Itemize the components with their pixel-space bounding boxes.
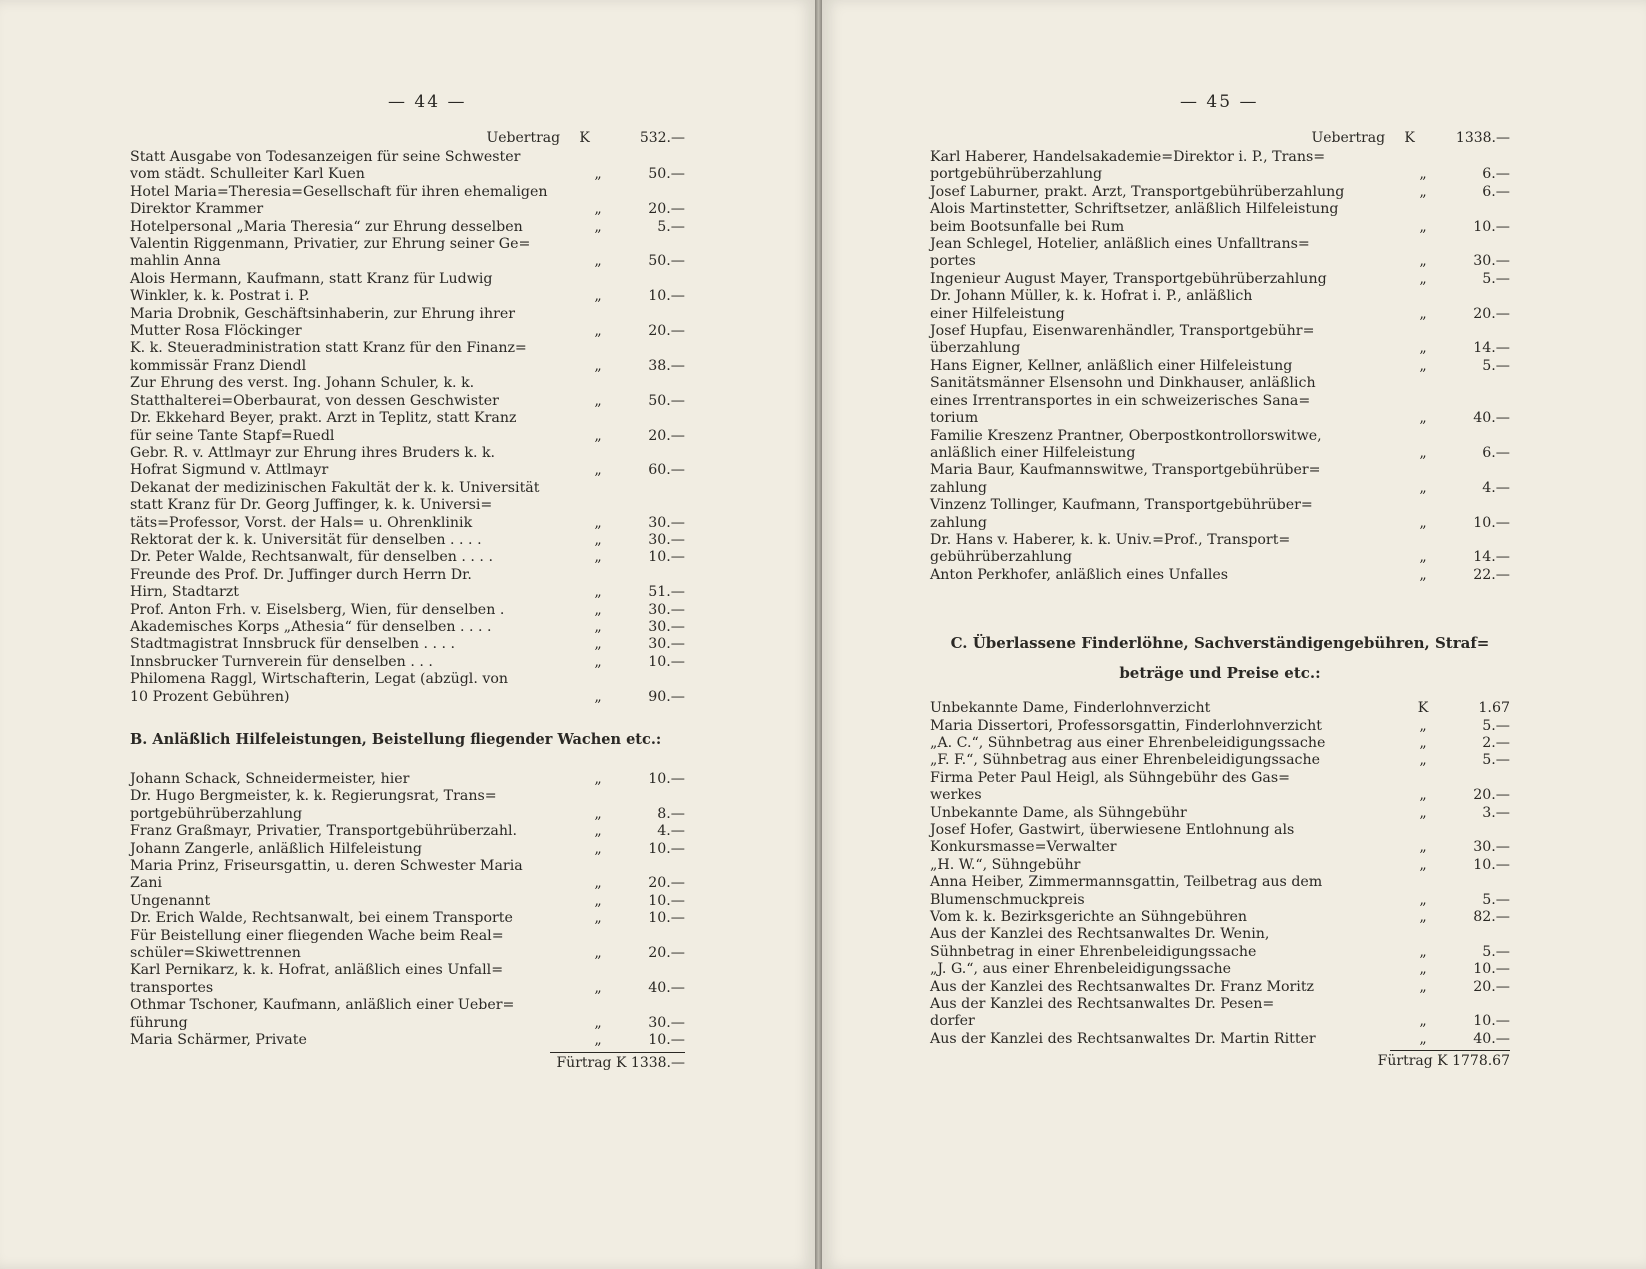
entry-list-b-continued: [930, 149, 1510, 584]
entry-amount: 10.—: [1473, 1013, 1510, 1030]
ledger-entry: [930, 874, 1510, 909]
entry-description: Johann Zangerle, anläßlich Hilfeleistung: [130, 840, 422, 857]
ledger-entry: [930, 770, 1510, 805]
ledger-entry: [930, 358, 1510, 375]
left-page: [0, 0, 815, 1269]
entry-description: Alois Hermann, Kaufmann, statt Kranz für Ludwig Winkler, k. k. Postrat i. P.: [130, 270, 493, 305]
entry-amount: 20.—: [648, 201, 685, 218]
ledger-entry: [930, 567, 1510, 584]
entry-amount: 38.—: [648, 357, 685, 374]
ledger-entry: [130, 788, 685, 823]
entry-ditto-mark: „: [594, 618, 602, 635]
entry-description: Unbekannte Dame, Finderlohnverzicht: [930, 700, 1211, 717]
entry-ditto-mark: „: [594, 823, 602, 840]
entry-amount: 5.—: [657, 218, 685, 235]
entry-amount: 20.—: [1473, 978, 1510, 995]
ledger-entry: [130, 997, 685, 1032]
entry-description: „J. G.“, aus einer Ehrenbeleidigungssache: [930, 961, 1232, 978]
entry-amount: 14.—: [1473, 549, 1510, 566]
ledger-entry: [930, 857, 1510, 874]
entry-description: Valentin Riggenmann, Privatier, zur Ehrung seiner Ge= mahlin Anna: [130, 236, 531, 270]
entry-ditto-mark: „: [1419, 479, 1427, 496]
ledger-entry: [130, 480, 685, 532]
carry-out-right: [930, 1053, 1510, 1070]
ledger-entry: [130, 893, 685, 910]
entry-description: Karl Pernikarz, k. k. Hofrat, anläßlich eines Unfall= transportes: [130, 962, 504, 996]
ledger-entry: [130, 654, 685, 671]
entry-description: Freunde des Prof. Dr. Juffinger durch Herrn Dr. Hirn, Stadtarzt: [130, 566, 472, 601]
ledger-entry: [130, 306, 685, 341]
entry-amount: 20.—: [1473, 787, 1510, 804]
entry-ditto-mark: „: [594, 584, 602, 601]
entry-ditto-mark: „: [1419, 253, 1427, 270]
carry-in-amount: 532.—: [639, 130, 685, 146]
entry-amount: 30.—: [1473, 839, 1510, 856]
entry-list-a: [130, 149, 685, 706]
ledger-entry: [930, 271, 1510, 288]
carry-in-unit: K: [579, 130, 590, 146]
entry-amount: 4.—: [1482, 479, 1510, 496]
entry-description: Aus der Kanzlei des Rechtsanwaltes Dr. Franz Moritz: [930, 978, 1315, 995]
entry-ditto-mark: „: [594, 288, 602, 305]
entry-ditto-mark: „: [1419, 943, 1427, 960]
entry-description: Ingenieur August Mayer, Transportgebührüberzahlung: [930, 270, 1327, 287]
entry-description: Für Beistellung einer fliegenden Wache beim Real= schüler=Skiwettrennen: [130, 927, 504, 962]
ledger-entry: [130, 1032, 685, 1049]
entry-ditto-mark: „: [594, 1014, 602, 1031]
entry-amount: 10.—: [1473, 514, 1510, 531]
ledger-entry: [130, 410, 685, 445]
ledger-entry: [130, 375, 685, 410]
entry-ditto-mark: „: [594, 201, 602, 218]
entry-ditto-mark: „: [1419, 305, 1427, 322]
ledger-entry: [130, 236, 685, 271]
entry-description: Maria Schärmer, Private: [130, 1032, 307, 1049]
total-rule: [550, 1052, 685, 1053]
entry-amount: 4.—: [657, 823, 685, 840]
entry-description: Prof. Anton Frh. v. Eiselsberg, Wien, für denselben .: [130, 601, 505, 618]
entry-description: Dr. Peter Walde, Rechtsanwalt, für denselben . . . .: [130, 549, 493, 566]
entry-ditto-mark: „: [1419, 978, 1427, 995]
right-column: [930, 130, 1510, 1070]
entry-amount: 10.—: [1473, 856, 1510, 873]
carry-in-amount: 1338.—: [1455, 130, 1510, 146]
entry-amount: 50.—: [648, 166, 685, 183]
entry-amount: 20.—: [648, 875, 685, 892]
entry-amount: 20.—: [648, 945, 685, 962]
entry-amount: 30.—: [1473, 253, 1510, 270]
carry-out-label: Fürtrag: [556, 1054, 612, 1071]
entry-description: Hotelpersonal „Maria Theresia“ zur Ehrung desselben: [130, 218, 523, 235]
entry-amount: 10.—: [1473, 218, 1510, 235]
ledger-entry: [130, 771, 685, 788]
ledger-entry: [930, 996, 1510, 1031]
carry-in-label: Uebertrag: [486, 130, 561, 146]
entry-ditto-mark: „: [1419, 891, 1427, 908]
entry-description: Karl Haberer, Handelsakademie=Direktor i. P., Trans= portgebührüberzahlung: [930, 149, 1326, 183]
ledger-entry: [130, 858, 685, 893]
ledger-entry: [930, 497, 1510, 532]
entry-amount: 50.—: [648, 392, 685, 409]
entry-amount: 10.—: [648, 771, 685, 787]
entry-ditto-mark: „: [594, 840, 602, 857]
entry-amount: 51.—: [648, 584, 685, 601]
entry-description: Ungenannt: [130, 892, 211, 909]
carry-out-label: Fürtrag: [1377, 1053, 1433, 1070]
entry-ditto-mark: „: [1419, 1030, 1427, 1047]
entry-ditto-mark: „: [1419, 909, 1427, 926]
entry-ditto-mark: „: [594, 892, 602, 909]
entry-description: „F. F.“, Sühnbetrag aus einer Ehrenbeleidigungssache: [930, 752, 1321, 769]
entry-description: Firma Peter Paul Heigl, als Sühngebühr des Gas= werkes: [930, 769, 1291, 804]
entry-description: Johann Schack, Schneidermeister, hier: [130, 771, 410, 787]
entry-description: Gebr. R. v. Attlmayr zur Ehrung ihres Bruders k. k. Hofrat Sigmund v. Attlmayr: [130, 444, 496, 479]
entry-amount: 20.—: [1473, 305, 1510, 322]
ledger-entry: [130, 532, 685, 549]
entry-ditto-mark: „: [1419, 804, 1427, 821]
entry-description: Stadtmagistrat Innsbruck für denselben . . . .: [130, 636, 456, 653]
entry-description: Anton Perkhofer, anläßlich eines Unfalles: [930, 566, 1229, 583]
carry-out-amount: 1778.67: [1452, 1053, 1510, 1070]
entry-ditto-mark: „: [1419, 410, 1427, 427]
entry-description: Dr. Hugo Bergmeister, k. k. Regierungsrat, Trans= portgebührüberzahlung: [130, 788, 497, 822]
entry-amount: 60.—: [648, 462, 685, 479]
entry-ditto-mark: „: [594, 357, 602, 374]
entry-description: „H. W.“, Sühngebühr: [930, 856, 1081, 873]
entry-description: Unbekannte Dame, als Sühngebühr: [930, 804, 1187, 821]
entry-amount: 10.—: [1473, 961, 1510, 978]
entry-ditto-mark: „: [1419, 549, 1427, 566]
ledger-entry: [130, 841, 685, 858]
entry-amount: 10.—: [648, 653, 685, 670]
page-number-right: — 45 —: [1180, 92, 1259, 112]
entry-amount: 6.—: [1482, 444, 1510, 461]
entry-description: Hans Eigner, Kellner, anläßlich einer Hilfeleistung: [930, 357, 1293, 374]
entry-ditto-mark: „: [1419, 856, 1427, 873]
section-c-heading-line2: beträge und Preise etc.:: [1119, 664, 1321, 683]
entry-amount: 10.—: [648, 1032, 685, 1049]
entry-description: Aus der Kanzlei des Rechtsanwaltes Dr. Martin Ritter: [930, 1030, 1316, 1047]
entry-amount: 5.—: [1482, 891, 1510, 908]
entry-ditto-mark: „: [594, 910, 602, 927]
ledger-entry: [930, 236, 1510, 271]
entry-description: Dr. Erich Walde, Rechtsanwalt, bei einem Transporte: [130, 910, 513, 927]
ledger-entry: [130, 445, 685, 480]
left-column: [130, 130, 685, 1072]
ledger-entry: [930, 735, 1510, 752]
ledger-entry: [930, 428, 1510, 463]
ledger-entry: [930, 752, 1510, 769]
entry-description: Maria Baur, Kaufmannswitwe, Transportgebührüber= zahlung: [930, 462, 1321, 496]
entry-ditto-mark: „: [594, 549, 602, 566]
entry-amount: 90.—: [648, 688, 685, 705]
entry-description: Aus der Kanzlei des Rechtsanwaltes Dr. Pesen= dorfer: [930, 996, 1275, 1030]
ledger-entry: [130, 823, 685, 840]
entry-ditto-mark: „: [594, 323, 602, 340]
entry-description: Hotel Maria=Theresia=Gesellschaft für ihren ehemaligen Direktor Krammer: [130, 183, 548, 218]
ledger-entry: [930, 532, 1510, 567]
entry-amount: 30.—: [648, 1014, 685, 1031]
entry-description: K. k. Steueradministration statt Kranz für den Finanz= kommissär Franz Diendl: [130, 340, 527, 374]
entry-amount: 10.—: [648, 288, 685, 305]
entry-description: Franz Graßmayr, Privatier, Transportgebührüberzahl.: [130, 823, 518, 840]
entry-ditto-mark: „: [1419, 787, 1427, 804]
entry-ditto-mark: „: [594, 1032, 602, 1049]
entry-amount: 8.—: [657, 805, 685, 822]
book-gutter: [815, 0, 822, 1269]
entry-description: Sanitätsmänner Elsensohn und Dinkhauser, anläßlich eines Irrentransportes in ein schweizerisches Sana= torium: [930, 375, 1316, 427]
ledger-entry: [930, 201, 1510, 236]
entry-description: Vinzenz Tollinger, Kaufmann, Transportgebührüber= zahlung: [930, 497, 1313, 531]
entry-ditto-mark: „: [1419, 166, 1427, 183]
entry-ditto-mark: „: [594, 218, 602, 235]
entry-amount: 40.—: [648, 979, 685, 996]
entry-amount: 40.—: [1473, 1030, 1510, 1047]
ledger-entry: [130, 602, 685, 619]
ledger-entry: [130, 671, 685, 706]
ledger-entry: [930, 700, 1510, 717]
entry-amount: 3.—: [1482, 804, 1510, 821]
entry-amount: 10.—: [648, 840, 685, 857]
carry-out-left: [130, 1055, 685, 1072]
entry-ditto-mark: „: [1419, 961, 1427, 978]
entry-ditto-mark: „: [594, 514, 602, 531]
entry-ditto-mark: „: [1419, 734, 1427, 751]
section-c-heading: [930, 628, 1510, 688]
entry-description: Maria Prinz, Friseursgattin, u. deren Schwester Maria Zani: [130, 858, 523, 892]
ledger-entry: [930, 979, 1510, 996]
section-c-heading-line1: C. Überlassene Finderlöhne, Sachverständigengebühren, Straf=: [950, 634, 1490, 653]
entry-list-b: [130, 771, 685, 1050]
entry-description: Dr. Hans v. Haberer, k. k. Univ.=Prof., Transport= gebührüberzahlung: [930, 531, 1291, 566]
entry-amount: 14.—: [1473, 340, 1510, 357]
entry-ditto-mark: „: [594, 427, 602, 444]
ledger-entry: [130, 962, 685, 997]
entry-amount: 6.—: [1482, 166, 1510, 183]
entry-ditto-mark: „: [1419, 566, 1427, 583]
entry-description: Othmar Tschoner, Kaufmann, anläßlich einer Ueber= führung: [130, 997, 515, 1031]
entry-description: Dekanat der medizinischen Fakultät der k. k. Universität statt Kranz für Dr. Georg Juffinger, k. k. Universi= täts=Professor, Vorst. der Hals= u. Ohrenklinik: [130, 479, 540, 531]
entry-description: Josef Laburner, prakt. Arzt, Transportgebührüberzahlung: [930, 183, 1345, 200]
entry-ditto-mark: „: [1419, 270, 1427, 287]
entry-list-c: [930, 700, 1510, 1048]
ledger-entry: [930, 462, 1510, 497]
entry-description: Akademisches Korps „Athesia“ für denselben . . . .: [130, 618, 492, 635]
page-number-left: — 44 —: [388, 92, 467, 112]
entry-description: Philomena Raggl, Wirtschafterin, Legat (abzügl. von 10 Prozent Gebühren): [130, 671, 509, 705]
ledger-entry: [130, 928, 685, 963]
entry-amount: 5.—: [1482, 752, 1510, 769]
entry-description: Anna Heiber, Zimmermannsgattin, Teilbetrag aus dem Blumenschmuckpreis: [930, 874, 1323, 908]
entry-amount: 10.—: [648, 910, 685, 927]
carry-in-unit: K: [1404, 130, 1415, 146]
entry-amount: 5.—: [1482, 270, 1510, 287]
ledger-entry: [930, 805, 1510, 822]
entry-ditto-mark: „: [594, 688, 602, 705]
ledger-entry: [930, 1031, 1510, 1048]
entry-amount: 1.67: [1478, 700, 1510, 717]
entry-ditto-mark: „: [1419, 717, 1427, 734]
entry-amount: 30.—: [648, 618, 685, 635]
ledger-entry: [930, 718, 1510, 735]
entry-ditto-mark: „: [1419, 1013, 1427, 1030]
ledger-entry: [930, 822, 1510, 857]
entry-description: Vom k. k. Bezirksgerichte an Sühngebühren: [930, 909, 1248, 926]
entry-description: Josef Hupfau, Eisenwarenhändler, Transportgebühr= überzahlung: [930, 323, 1315, 357]
entry-ditto-mark: K: [1417, 700, 1429, 717]
entry-amount: 2.—: [1482, 734, 1510, 751]
entry-description: Dr. Ekkehard Beyer, prakt. Arzt in Teplitz, statt Kranz für seine Tante Stapf=Ruedl: [130, 410, 517, 444]
entry-ditto-mark: „: [594, 166, 602, 183]
entry-ditto-mark: „: [594, 945, 602, 962]
entry-ditto-mark: „: [594, 653, 602, 670]
entry-amount: 30.—: [648, 601, 685, 618]
entry-ditto-mark: „: [594, 392, 602, 409]
entry-description: Rektorat der k. k. Universität für denselben . . . .: [130, 531, 482, 548]
entry-description: Zur Ehrung des verst. Ing. Johann Schuler, k. k. Statthalterei=Oberbaurat, von dessen Geschwister: [130, 375, 499, 409]
ledger-entry: [130, 340, 685, 375]
entry-amount: 10.—: [648, 892, 685, 909]
ledger-entry: [930, 184, 1510, 201]
carry-in-left: [130, 130, 685, 147]
entry-amount: 22.—: [1473, 566, 1510, 583]
entry-ditto-mark: „: [594, 253, 602, 270]
total-rule: [1390, 1050, 1510, 1051]
ledger-entry: [930, 149, 1510, 184]
entry-ditto-mark: „: [1419, 839, 1427, 856]
entry-ditto-mark: „: [594, 601, 602, 618]
entry-ditto-mark: „: [594, 462, 602, 479]
entry-description: Innsbrucker Turnverein für denselben . . .: [130, 653, 433, 670]
entry-amount: 10.—: [648, 549, 685, 566]
ledger-entry: [930, 909, 1510, 926]
entry-ditto-mark: „: [594, 875, 602, 892]
entry-description: Familie Kreszenz Prantner, Oberpostkontrollorswitwe, anläßlich einer Hilfeleistung: [930, 427, 1322, 461]
ledger-entry: [130, 636, 685, 653]
ledger-entry: [930, 926, 1510, 961]
entry-description: Aus der Kanzlei des Rechtsanwaltes Dr. Wenin, Sühnbetrag in einer Ehrenbeleidigungssache: [930, 926, 1270, 960]
entry-ditto-mark: „: [1419, 340, 1427, 357]
entry-ditto-mark: „: [1419, 514, 1427, 531]
entry-description: Maria Dissertori, Professorsgattin, Finderlohnverzicht: [930, 717, 1322, 734]
entry-description: Statt Ausgabe von Todesanzeigen für seine Schwester vom städt. Schulleiter Karl Kuen: [130, 149, 521, 183]
ledger-entry: [130, 910, 685, 927]
carry-out-unit: K: [615, 1054, 627, 1071]
entry-amount: 5.—: [1482, 717, 1510, 734]
entry-ditto-mark: „: [1419, 752, 1427, 769]
entry-amount: 40.—: [1473, 410, 1510, 427]
entry-amount: 50.—: [648, 253, 685, 270]
entry-amount: 30.—: [648, 531, 685, 548]
entry-amount: 5.—: [1482, 357, 1510, 374]
entry-ditto-mark: „: [594, 531, 602, 548]
ledger-entry: [130, 219, 685, 236]
entry-amount: 20.—: [648, 323, 685, 340]
carry-out-unit: K: [1437, 1053, 1448, 1070]
entry-ditto-mark: „: [594, 636, 602, 653]
ledger-entry: [130, 271, 685, 306]
entry-ditto-mark: „: [1419, 357, 1427, 374]
entry-amount: 5.—: [1482, 943, 1510, 960]
entry-amount: 82.—: [1473, 909, 1510, 926]
entry-description: Alois Martinstetter, Schriftsetzer, anläßlich Hilfeleistung beim Bootsunfalle bei Rum: [930, 201, 1339, 235]
ledger-entry: [130, 567, 685, 602]
ledger-entry: [930, 961, 1510, 978]
entry-ditto-mark: „: [594, 805, 602, 822]
entry-description: Jean Schlegel, Hotelier, anläßlich eines Unfalltrans= portes: [930, 236, 1310, 270]
entry-ditto-mark: „: [1419, 183, 1427, 200]
entry-description: „A. C.“, Sühnbetrag aus einer Ehrenbeleidigungssache: [930, 734, 1326, 751]
carry-in-label: Uebertrag: [1311, 130, 1386, 146]
entry-description: Josef Hofer, Gastwirt, überwiesene Entlohnung als Konkursmasse=Verwalter: [930, 822, 1295, 856]
entry-ditto-mark: „: [1419, 444, 1427, 461]
section-b-heading: B. Anläßlich Hilfeleistungen, Beistellung fliegender Wachen etc.:: [130, 731, 662, 748]
entry-description: Dr. Johann Müller, k. k. Hofrat i. P., anläßlich einer Hilfeleistung: [930, 288, 1253, 322]
ledger-entry: [130, 549, 685, 566]
entry-description: Maria Drobnik, Geschäftsinhaberin, zur Ehrung ihrer Mutter Rosa Flöckinger: [130, 305, 516, 340]
entry-ditto-mark: „: [594, 771, 602, 787]
ledger-entry: [130, 184, 685, 219]
entry-amount: 30.—: [648, 514, 685, 531]
entry-amount: 20.—: [648, 427, 685, 444]
entry-ditto-mark: „: [1419, 218, 1427, 235]
entry-amount: 30.—: [648, 636, 685, 653]
carry-out-amount: 1338.—: [630, 1054, 685, 1071]
ledger-entry: [930, 323, 1510, 358]
ledger-entry: [930, 288, 1510, 323]
entry-ditto-mark: „: [594, 979, 602, 996]
ledger-entry: [130, 149, 685, 184]
ledger-entry: [130, 619, 685, 636]
right-page: [822, 0, 1646, 1269]
entry-amount: 6.—: [1482, 183, 1510, 200]
ledger-entry: [930, 375, 1510, 427]
carry-in-right: [930, 130, 1510, 147]
